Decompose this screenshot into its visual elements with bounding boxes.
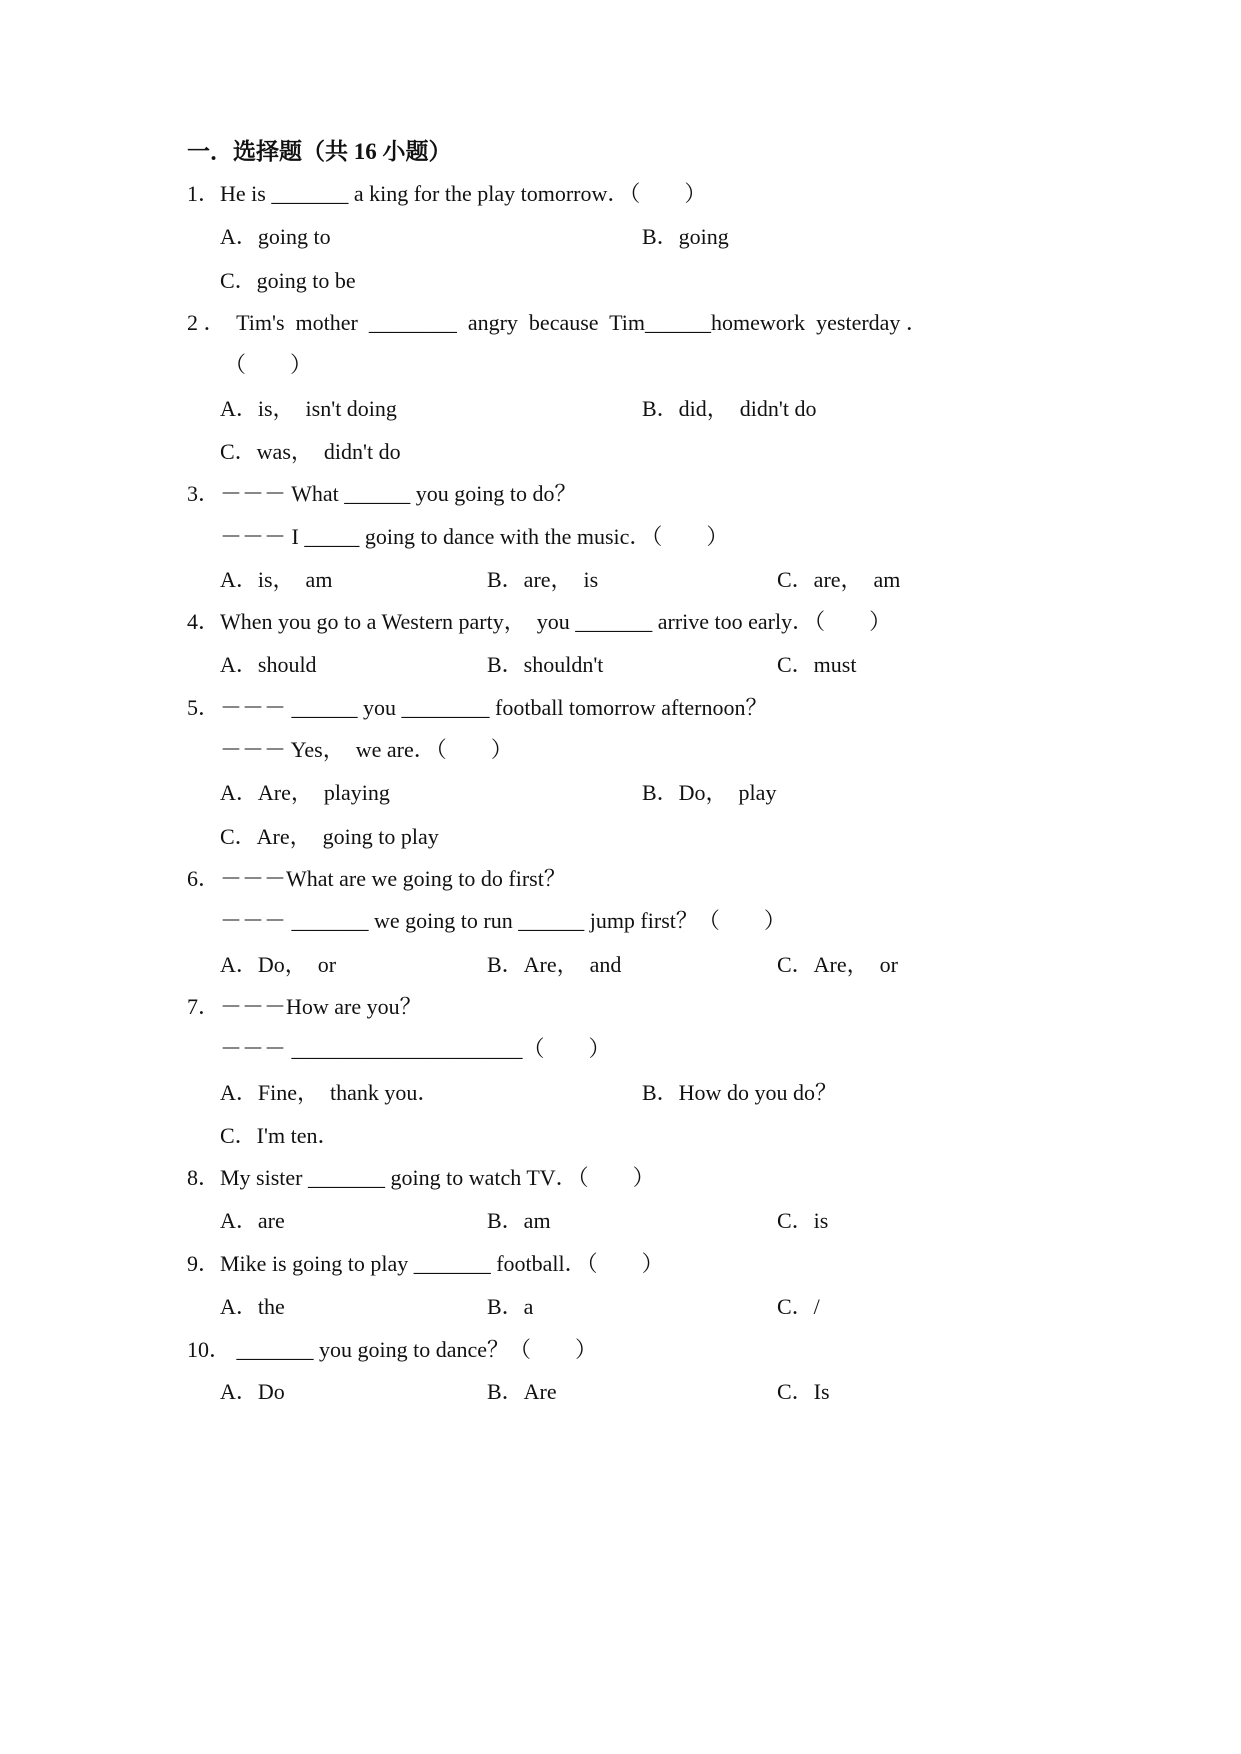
option-b[interactable]: B．Are <box>487 1379 557 1404</box>
option-c[interactable]: C．are， am <box>777 567 901 592</box>
question-text: 7．－－－How are you？ <box>187 994 422 1019</box>
option-a[interactable]: A．are <box>220 1208 285 1233</box>
option-a[interactable]: A．is， am <box>220 567 333 592</box>
option-b[interactable]: B．are， is <box>487 567 599 592</box>
question-text: 9．Mike is going to play _______ football．（ ） <box>187 1251 664 1276</box>
question-text: 1．He is _______ a king for the play tomorrow．（ ） <box>187 181 707 206</box>
option-b[interactable]: B．Do， play <box>642 780 777 805</box>
option-b[interactable]: B．a <box>487 1294 534 1319</box>
option-c[interactable]: C．going to be <box>220 268 356 293</box>
option-b[interactable]: B．How do you do？ <box>642 1080 837 1105</box>
section-title: 一．选择题（共 16 小题） <box>187 139 452 164</box>
option-c[interactable]: C．must <box>777 652 857 677</box>
question-text: 6．－－－What are we going to do first？ <box>187 866 566 891</box>
option-a[interactable]: A．Are， playing <box>220 780 390 805</box>
option-c[interactable]: C．Is <box>777 1379 830 1404</box>
question-text: 5．－－－ ______ you ________ football tomorrow afternoon？ <box>187 695 768 720</box>
option-c[interactable]: C．Are， or <box>777 952 898 977</box>
option-c[interactable]: C．/ <box>777 1294 820 1319</box>
question-text: 10． _______ you going to dance？（ ） <box>187 1337 598 1362</box>
option-a[interactable]: A．Do <box>220 1379 285 1404</box>
option-a[interactable]: A．the <box>220 1294 285 1319</box>
option-c[interactable]: C．I'm ten． <box>220 1123 340 1148</box>
answer-bracket: （ ） <box>224 352 313 377</box>
question-text: 8．My sister _______ going to watch TV．（ ） <box>187 1165 655 1190</box>
option-b[interactable]: B．going <box>642 224 729 249</box>
option-a[interactable]: A．going to <box>220 224 331 249</box>
option-b[interactable]: B．shouldn't <box>487 652 604 677</box>
question-reply: －－－ _____________________（ ） <box>220 1036 611 1061</box>
question-reply: －－－ _______ we going to run ______ jump first？（ ） <box>220 908 786 933</box>
option-c[interactable]: C．is <box>777 1208 829 1233</box>
question-reply: －－－ I _____ going to dance with the music．（ ） <box>220 524 729 549</box>
question-text: 4．When you go to a Western party， you _______ arrive too early．（ ） <box>187 609 892 634</box>
option-c[interactable]: C．was， didn't do <box>220 439 401 464</box>
option-a[interactable]: A．Fine， thank you． <box>220 1080 440 1105</box>
question-text: 3．－－－ What ______ you going to do？ <box>187 481 577 506</box>
option-a[interactable]: A．should <box>220 652 317 677</box>
option-c[interactable]: C．Are， going to play <box>220 824 439 849</box>
question-reply: －－－ Yes， we are．（ ） <box>220 737 513 762</box>
option-a[interactable]: A．is， isn't doing <box>220 396 397 421</box>
option-b[interactable]: B．am <box>487 1208 551 1233</box>
option-a[interactable]: A．Do， or <box>220 952 337 977</box>
option-b[interactable]: B．Are， and <box>487 952 622 977</box>
option-b[interactable]: B．did， didn't do <box>642 396 817 421</box>
question-text: 2 ． Tim's mother ________ angry because Tim______homework yesterday ． <box>187 310 928 335</box>
